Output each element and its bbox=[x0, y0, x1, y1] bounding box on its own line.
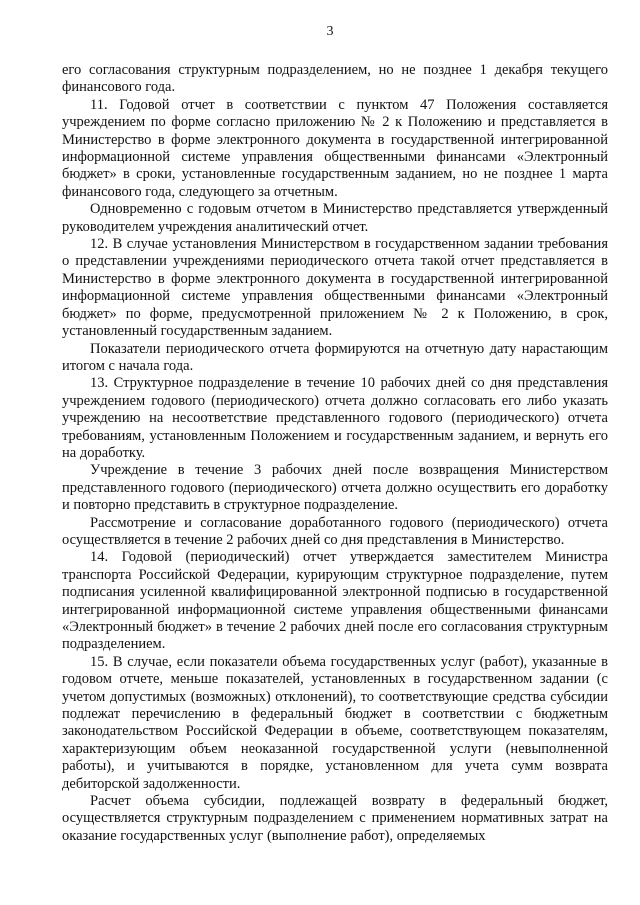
paragraph-revision: Учреждение в течение 3 рабочих дней после возвращения Министерством представленного годового (периодического) отчета должно осуществить его доработку и повторно представить в структурное подразделение. bbox=[62, 462, 608, 514]
paragraph-item-12: 12. В случае установления Министерством в государственном задании требования о представлении учреждениями периодического отчета такой отчет представляется в Министерство в форме электронного документа в государственной интегрированной информационной системе управления общественными финансами «Электронный бюджет» по форме, предусмотренной приложением № 2 к Положению, в срок, установленный государственным заданием. bbox=[62, 236, 608, 340]
paragraph-periodic-indicators: Показатели периодического отчета формируются на отчетную дату нарастающим итогом с начала года. bbox=[62, 340, 608, 374]
paragraph-continuation: его согласования структурным подразделением, но не позднее 1 декабря текущего финансового года. bbox=[62, 62, 608, 96]
paragraph-item-14: 14. Годовой (периодический) отчет утверждается заместителем Министра транспорта Российской Федерации, курирующим структурное подразделение, путем подписания усиленной квалифицированной электронной подписью в государственной интегрированной информационной системе управления общественными финансами «Электронный бюджет» в течение 2 рабочих дней после его согласования структурным подразделением. bbox=[62, 549, 608, 653]
document-body bbox=[62, 62, 608, 845]
paragraph-analytical-report: Одновременно с годовым отчетом в Министерство представляется утвержденный руководителем учреждения аналитический отчет. bbox=[62, 201, 608, 235]
paragraph-item-11: 11. Годовой отчет в соответствии с пунктом 47 Положения составляется учреждением по форме согласно приложению № 2 к Положению и представляется в Министерство в форме электронного документа в государственной интегрированной информационной системе управления общественными финансами «Электронный бюджет» в сроки, установленные государственным заданием, но не позднее 1 марта финансового года, следующего за отчетным. bbox=[62, 96, 608, 200]
paragraph-item-15: 15. В случае, если показатели объема государственных услуг (работ), указанные в годовом отчете, меньше показателей, установленных в государственном задании (с учетом допустимых (возможных) отклонений), то соответствующие средства субсидии подлежат перечислению в федеральный бюджет в соответствии с бюджетным законодательством Российской Федерации в объеме, соответствующем показателям, характеризующим объем неоказанной государственной услуги (невыполненной работы), и учитываются в порядке, установленном для учета сумм возврата дебиторской задолженности. bbox=[62, 653, 608, 792]
page-number: 3 bbox=[326, 24, 334, 39]
paragraph-review: Рассмотрение и согласование доработанного годового (периодического) отчета осуществляется в течение 2 рабочих дней со дня представления в Министерство. bbox=[62, 514, 608, 548]
paragraph-item-13: 13. Структурное подразделение в течение 10 рабочих дней со дня представления учреждением годового (периодического) отчета должно согласовать его либо указать учреждению на несоответствие представленного годового (периодического) отчета требованиям, установленным Положением и государственным заданием, и вернуть его на доработку. bbox=[62, 375, 608, 461]
paragraph-subsidy-calculation: Расчет объема субсидии, подлежащей возврату в федеральный бюджет, осуществляется структурным подразделением с применением нормативных затрат на оказание государственных услуг (выполнение работ), определяемых bbox=[62, 793, 608, 844]
